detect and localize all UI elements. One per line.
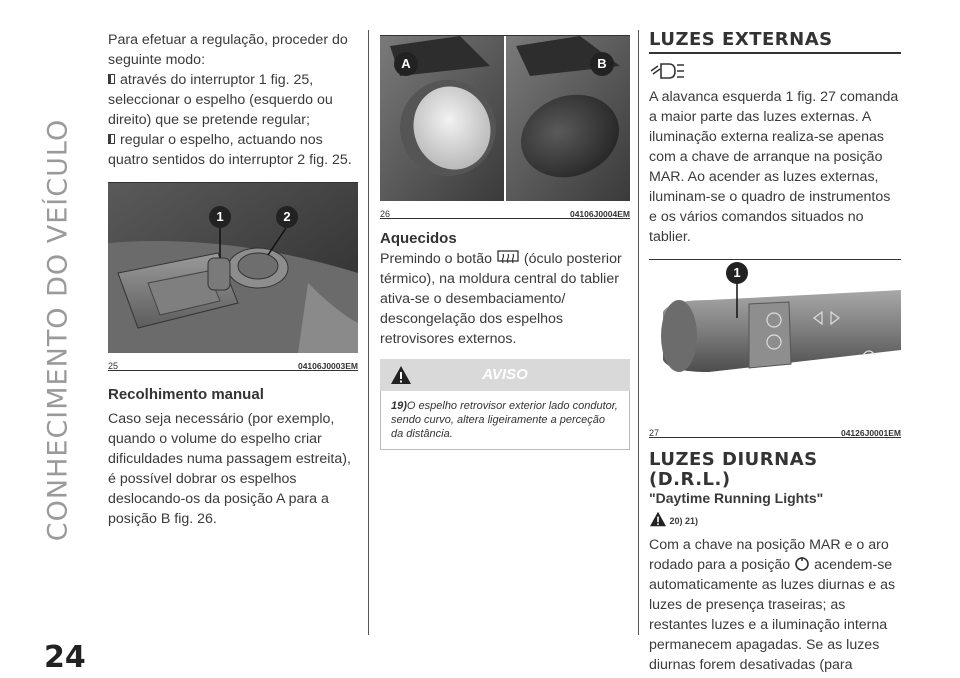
- intro-text: Para efetuar a regulação, proceder do seguinte modo:: [108, 32, 348, 68]
- callout-badge: 1: [209, 206, 231, 228]
- paragraph-text: acendem-se automaticamente as luzes diurnas e as luzes de presença traseiras; as restantes luzes e a iluminação interna permanecem apagadas. Se as luzes diurnas forem desativadas (para: [649, 557, 896, 673]
- warning-text: O espelho retrovisor exterior lado condutor, sendo curvo, altera ligeiramente a perceção da distância.: [391, 400, 618, 440]
- rear-defrost-icon: [496, 249, 520, 265]
- figure-number: 25: [108, 361, 119, 371]
- list-item-text: regular o espelho, actuando nos quatro sentidos do interruptor 2 fig. 25.: [108, 132, 352, 168]
- exterior-lights-icon: [649, 59, 685, 79]
- body-paragraph: Caso seja necessário (por exemplo, quando o volume do espelho criar dificuldades numa passagem estreita), é possível dobrar os espelhos deslocando-os da posição A para a posição B fig. 26.: [108, 411, 351, 527]
- warning-triangle-icon: [649, 511, 667, 527]
- bullet-icon: [108, 134, 115, 144]
- figure-code: 04106J0004EM: [569, 209, 630, 219]
- body-paragraph: A alavanca esquerda 1 fig. 27 comanda a maior parte das luzes externas. A iluminação externa realiza-se apenas com a chave de arranque na posição MAR. Ao acender as luzes externas, iluminam-se o quadro de instrumentos e os vários comandos situados no tablier.: [649, 89, 899, 245]
- list-item: [108, 70, 358, 130]
- figure-number: 26: [380, 209, 391, 219]
- figure-27: [649, 259, 901, 438]
- section-side-title: CONHECIMENTO DO VEÍCULO: [42, 118, 74, 542]
- column-divider: [368, 30, 369, 635]
- mirror-positions-photo: [380, 36, 630, 201]
- ignition-position-icon: [794, 556, 810, 572]
- callout-badge: 2: [276, 206, 298, 228]
- figure-caption: [108, 353, 358, 370]
- mirror-switch-illustration: [108, 183, 358, 353]
- warning-title: AVISO: [482, 366, 528, 383]
- figure-26: [380, 35, 630, 219]
- figure-number: 27: [649, 428, 660, 438]
- section-heading: Recolhimento manual: [108, 386, 264, 403]
- warning-body: [380, 391, 630, 450]
- warning-refs: [649, 511, 901, 531]
- callout-badge: 1: [726, 262, 748, 284]
- figure-caption: [380, 201, 630, 218]
- position-a-label: A: [394, 52, 418, 76]
- list-item-text: através do interruptor 1 fig. 25, seleccionar o espelho (esquerdo ou direito) que se pretende regular;: [108, 72, 333, 128]
- column-2: [380, 30, 630, 450]
- reference-numbers: 20) 21): [669, 516, 699, 526]
- section-title: LUZES DIURNAS (D.R.L.): [649, 449, 818, 490]
- light-stalk-photo: [649, 260, 901, 420]
- column-3: [649, 30, 901, 675]
- figure-25: [108, 182, 358, 371]
- figure-code: 04126J0001EM: [840, 428, 901, 438]
- mirror-switch-photo: [108, 183, 358, 353]
- section-heading: Aquecidos: [380, 230, 457, 247]
- warning-triangle-icon: [390, 365, 412, 385]
- section-title: LUZES EXTERNAS: [649, 30, 901, 54]
- light-stalk-illustration: [649, 260, 901, 420]
- figure-caption: [649, 420, 901, 437]
- paragraph-text: Com a chave na posição MAR e o aro rodado para a posição: [649, 537, 889, 573]
- paragraph-text: (óculo posterior térmico), na moldura central do tablier ativa-se o desembaciamento/ descongelação dos espelhos retrovisores externos.: [380, 251, 622, 347]
- section-subtitle: "Daytime Running Lights": [649, 490, 824, 506]
- figure-code: 04106J0003EM: [297, 361, 358, 371]
- column-1: [108, 30, 358, 529]
- list-item: [108, 130, 358, 170]
- body-paragraph: [649, 535, 901, 675]
- position-b-label: B: [590, 52, 614, 76]
- column-divider: [638, 30, 639, 635]
- warning-ref: 19): [391, 400, 407, 412]
- paragraph-text: Premindo o botão: [380, 251, 492, 267]
- bullet-icon: [108, 74, 115, 84]
- page-number: 24: [44, 640, 86, 675]
- warning-header: [380, 359, 630, 391]
- body-paragraph: [380, 249, 630, 349]
